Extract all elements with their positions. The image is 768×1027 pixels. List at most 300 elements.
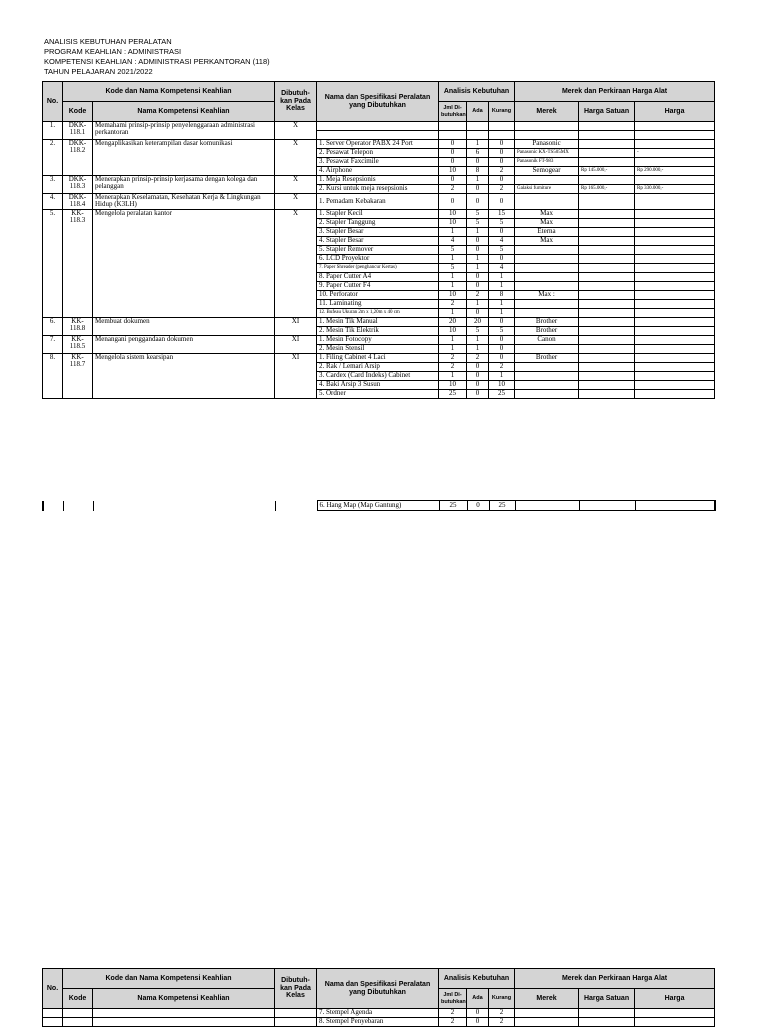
item-harga xyxy=(635,317,715,326)
group-kode: DKK-118.4 xyxy=(63,194,93,210)
item-harga-satuan xyxy=(579,158,635,167)
group-kelas: XI xyxy=(275,317,317,335)
item-kurang: 0 xyxy=(489,140,515,149)
group-nama xyxy=(93,1009,275,1018)
item-merek: Max xyxy=(515,236,579,245)
item-kurang: 0 xyxy=(489,353,515,362)
item-merek xyxy=(515,254,579,263)
item-kurang: 1 xyxy=(489,308,515,317)
item-harga-satuan xyxy=(579,227,635,236)
group-kelas xyxy=(275,1018,317,1027)
item-jml: 5 xyxy=(439,245,467,254)
item-jml: 10 xyxy=(439,167,467,176)
item-harga-satuan xyxy=(579,326,635,335)
item-harga xyxy=(635,209,715,218)
item-merek xyxy=(515,122,579,131)
equipment-table xyxy=(42,81,715,399)
item-harga-satuan xyxy=(579,194,635,210)
item-harga-satuan xyxy=(579,176,635,185)
header-jml: Jml Di-butuhkan xyxy=(439,989,467,1009)
item-jml: 25 xyxy=(439,389,467,398)
item-ada: 0 xyxy=(467,194,489,210)
item-merek xyxy=(515,371,579,380)
item-merek: Brother xyxy=(515,326,579,335)
item-harga: - xyxy=(635,149,715,158)
item-jml: 10 xyxy=(439,380,467,389)
header-ada: Ada xyxy=(467,989,489,1009)
header-kurang: Kurang xyxy=(489,989,515,1009)
item-jml xyxy=(439,131,467,140)
group-kode xyxy=(63,1018,93,1027)
header-dibutuhkan: Dibutuh-kan Pada Kelas xyxy=(275,82,317,122)
item-name: 10. Perforator xyxy=(317,290,439,299)
table-row xyxy=(43,194,715,210)
group-nama: Mengaplikasikan keterampilan dasar komunikasi xyxy=(93,140,275,176)
item-jml: 1 xyxy=(439,227,467,236)
header-harga: Harga xyxy=(635,102,715,122)
item-merek xyxy=(515,281,579,290)
item-jml: 2 xyxy=(439,185,467,194)
document-title: ANALISIS KEBUTUHAN PERALATAN xyxy=(44,37,172,46)
item-merek xyxy=(515,299,579,308)
item-harga-satuan xyxy=(579,353,635,362)
item-merek: Brother xyxy=(515,317,579,326)
group-nama: Membuat dokumen xyxy=(93,317,275,335)
group-no: 6. xyxy=(43,317,63,335)
header-merek-group: Merek dan Perkiraan Harga Alat xyxy=(515,82,715,102)
item-harga-satuan xyxy=(579,371,635,380)
item-kurang: 1 xyxy=(489,272,515,281)
item-kurang xyxy=(489,131,515,140)
item-merek: Panasonic xyxy=(515,140,579,149)
item-harga-satuan xyxy=(579,281,635,290)
item-kurang: 1 xyxy=(489,299,515,308)
item-harga-satuan xyxy=(579,236,635,245)
table-row xyxy=(43,353,715,362)
table-row xyxy=(43,501,715,511)
header-no: No. xyxy=(43,969,63,1009)
item-harga xyxy=(635,236,715,245)
header-nama-spesifikasi: Nama dan Spesifikasi Peralatan yang Dibutuhkan xyxy=(317,82,439,122)
item-harga xyxy=(635,218,715,227)
item-harga xyxy=(635,176,715,185)
item-merek: Max : xyxy=(515,290,579,299)
item-kurang: 1 xyxy=(489,371,515,380)
item-harga-satuan xyxy=(579,272,635,281)
group-nama xyxy=(93,1018,275,1027)
header-merek: Merek xyxy=(515,102,579,122)
item-ada: 2 xyxy=(467,290,489,299)
item-jml: 25 xyxy=(439,501,467,511)
item-ada: 0 xyxy=(467,501,489,511)
item-name: 4. Stapler Besar xyxy=(317,236,439,245)
item-harga xyxy=(635,1018,715,1027)
item-jml: 2 xyxy=(439,362,467,371)
group-no: 4. xyxy=(43,194,63,210)
item-harga-satuan xyxy=(579,149,635,158)
group-no: 2. xyxy=(43,140,63,176)
header-nama-kompetensi: Nama Kompetensi Keahlian xyxy=(93,102,275,122)
header-nama-kompetensi: Nama Kompetensi Keahlian xyxy=(93,989,275,1009)
item-merek: Max xyxy=(515,218,579,227)
item-jml: 1 xyxy=(439,335,467,344)
group-kelas: X xyxy=(275,122,317,140)
item-merek xyxy=(515,1009,579,1018)
group-nama: Mengelola sistem kearsipan xyxy=(93,353,275,398)
group-no: 7. xyxy=(43,335,63,353)
item-ada xyxy=(467,122,489,131)
item-harga-satuan xyxy=(579,362,635,371)
item-merek xyxy=(515,362,579,371)
item-merek xyxy=(515,245,579,254)
item-kurang: 0 xyxy=(489,149,515,158)
item-name: 4. Baki Arsip 3 Susun xyxy=(317,380,439,389)
item-harga xyxy=(635,272,715,281)
group-kelas: X xyxy=(275,176,317,194)
item-harga xyxy=(635,371,715,380)
page2-table xyxy=(42,968,715,1027)
item-name: 2. Pesawat Telepon xyxy=(317,149,439,158)
header-ada: Ada xyxy=(467,102,489,122)
item-name: 1. Mesin Tik Manual xyxy=(317,317,439,326)
item-ada: 20 xyxy=(467,317,489,326)
item-name: 9. Paper Cutter F4 xyxy=(317,281,439,290)
item-kurang: 0 xyxy=(489,227,515,236)
table-row xyxy=(43,1018,715,1027)
item-ada: 2 xyxy=(467,353,489,362)
kompetensi-keahlian: KOMPETENSI KEAHLIAN : ADMINISTRASI PERKANTORAN (118) xyxy=(44,57,270,66)
item-harga xyxy=(635,158,715,167)
item-jml: 4 xyxy=(439,236,467,245)
item-ada: 0 xyxy=(467,185,489,194)
item-jml: 2 xyxy=(439,299,467,308)
item-ada: 0 xyxy=(467,308,489,317)
item-merek xyxy=(515,263,579,272)
item-name: 1. Pemadam Kebakaran xyxy=(317,194,439,210)
item-harga xyxy=(635,131,715,140)
item-jml: 5 xyxy=(439,263,467,272)
item-kurang: 0 xyxy=(489,194,515,210)
item-harga-satuan xyxy=(579,122,635,131)
item-ada: 0 xyxy=(467,389,489,398)
item-ada: 1 xyxy=(467,254,489,263)
item-jml: 10 xyxy=(439,209,467,218)
header-kode: Kode xyxy=(63,989,93,1009)
item-harga xyxy=(635,140,715,149)
header-no: No. xyxy=(43,82,63,122)
table-row xyxy=(43,209,715,218)
item-name: 12. Bufeau Ukuran 2m x 1,20m x 40 cm xyxy=(317,308,439,317)
item-ada: 0 xyxy=(467,1018,489,1027)
item-harga xyxy=(635,194,715,210)
group-nama: Mengelola peralatan kantor xyxy=(93,209,275,317)
item-ada: 5 xyxy=(467,326,489,335)
tahun-pelajaran: TAHUN PELAJARAN 2021/2022 xyxy=(44,67,153,76)
item-name: 1. Meja Resepsionis xyxy=(317,176,439,185)
group-kode: DKK-118.3 xyxy=(63,176,93,194)
item-harga xyxy=(635,281,715,290)
group-kode: DKK-118.2 xyxy=(63,140,93,176)
item-jml: 1 xyxy=(439,281,467,290)
item-harga-satuan xyxy=(579,317,635,326)
item-harga xyxy=(635,299,715,308)
header-dibutuhkan: Dibutuh-kan Pada Kelas xyxy=(275,969,317,1009)
item-harga-satuan: Rp 145.000,- xyxy=(579,167,635,176)
item-name: 11. Laminating xyxy=(317,299,439,308)
item-kurang: 2 xyxy=(489,362,515,371)
item-ada: 0 xyxy=(467,245,489,254)
item-merek xyxy=(515,272,579,281)
item-merek xyxy=(515,344,579,353)
item-kurang: 4 xyxy=(489,263,515,272)
item-name: 6. LCD Proyektor xyxy=(317,254,439,263)
group-no xyxy=(43,1018,63,1027)
item-harga xyxy=(635,362,715,371)
item-jml: 0 xyxy=(439,158,467,167)
item-name xyxy=(317,122,439,131)
item-ada: 8 xyxy=(467,167,489,176)
item-merek xyxy=(515,176,579,185)
group-kelas: X xyxy=(275,194,317,210)
item-kurang: 15 xyxy=(489,209,515,218)
item-kurang: 5 xyxy=(489,326,515,335)
item-ada: 1 xyxy=(467,263,489,272)
item-kurang: 5 xyxy=(489,218,515,227)
item-kurang: 2 xyxy=(489,185,515,194)
item-name: 8. Stempel Penyebaran xyxy=(317,1018,439,1027)
item-harga xyxy=(635,344,715,353)
item-jml: 0 xyxy=(439,140,467,149)
item-name: 6. Hang Map (Map Gantung) xyxy=(317,501,439,511)
item-name: 8. Paper Cutter A4 xyxy=(317,272,439,281)
item-ada: 0 xyxy=(467,272,489,281)
item-harga: Rp 330.000,- xyxy=(635,185,715,194)
item-name: 2. Mesin Stensil xyxy=(317,344,439,353)
item-harga-satuan xyxy=(579,380,635,389)
item-merek: Galaksi furniture xyxy=(515,185,579,194)
item-name: 2. Stapler Tanggung xyxy=(317,218,439,227)
table-row xyxy=(43,317,715,326)
header-jml: Jml Di-butuhkan xyxy=(439,102,467,122)
header-harga-satuan: Harga Satuan xyxy=(579,102,635,122)
item-harga-satuan xyxy=(579,299,635,308)
item-kurang: 2 xyxy=(489,167,515,176)
item-ada: 0 xyxy=(467,371,489,380)
item-jml: 1 xyxy=(439,272,467,281)
item-merek xyxy=(515,380,579,389)
item-ada: 0 xyxy=(467,236,489,245)
item-ada: 1 xyxy=(467,140,489,149)
item-harga xyxy=(635,263,715,272)
item-harga-satuan xyxy=(579,290,635,299)
item-harga xyxy=(635,380,715,389)
item-name: 1. Filing Cabinet 4 Laci xyxy=(317,353,439,362)
item-jml: 2 xyxy=(439,1018,467,1027)
table-row xyxy=(43,1009,715,1018)
item-harga xyxy=(635,245,715,254)
item-harga xyxy=(635,122,715,131)
item-ada: 1 xyxy=(467,176,489,185)
item-merek: Eterna xyxy=(515,227,579,236)
item-name: 5. Stapler Remover xyxy=(317,245,439,254)
item-jml: 10 xyxy=(439,326,467,335)
item-merek: Max xyxy=(515,209,579,218)
item-harga xyxy=(635,1009,715,1018)
item-name: 2. Mesin Tik Elektrik xyxy=(317,326,439,335)
item-ada: 6 xyxy=(467,149,489,158)
item-ada: 1 xyxy=(467,344,489,353)
group-no: 8. xyxy=(43,353,63,398)
header-kode: Kode xyxy=(63,102,93,122)
item-kurang: 10 xyxy=(489,380,515,389)
item-ada: 1 xyxy=(467,299,489,308)
group-no: 1. xyxy=(43,122,63,140)
group-nama: Menangani penggandaan dokumen xyxy=(93,335,275,353)
group-kode: KK-118.5 xyxy=(63,335,93,353)
item-merek xyxy=(515,194,579,210)
header-merek-group: Merek dan Perkiraan Harga Alat xyxy=(515,969,715,989)
item-name: 3. Pesawat Faxcimile xyxy=(317,158,439,167)
item-jml: 1 xyxy=(439,254,467,263)
item-kurang: 25 xyxy=(489,501,515,511)
item-name: 1. Mesin Fotocopy xyxy=(317,335,439,344)
item-jml: 0 xyxy=(439,176,467,185)
group-no: 5. xyxy=(43,209,63,317)
item-merek xyxy=(515,1018,579,1027)
header-kode-group: Kode dan Nama Kompetensi Keahlian xyxy=(63,969,275,989)
item-kurang: 0 xyxy=(489,158,515,167)
item-harga-satuan xyxy=(579,308,635,317)
item-name: 1. Server Operator PABX 24 Port xyxy=(317,140,439,149)
item-harga-satuan xyxy=(579,1018,635,1027)
group-nama: Menerapkan prinsip-prinsip kerjasama dengan kolega dan pelanggan xyxy=(93,176,275,194)
item-merek: Canon xyxy=(515,335,579,344)
item-ada xyxy=(467,131,489,140)
item-kurang: 2 xyxy=(489,1009,515,1018)
group-kelas: XI xyxy=(275,353,317,398)
item-merek: Panasonic KX-TS505MX xyxy=(515,149,579,158)
continuation-table xyxy=(42,500,716,511)
table-row xyxy=(43,140,715,149)
item-ada: 5 xyxy=(467,218,489,227)
item-harga-satuan xyxy=(579,140,635,149)
header-kurang: Kurang xyxy=(489,102,515,122)
item-harga-satuan xyxy=(579,389,635,398)
item-ada: 0 xyxy=(467,281,489,290)
item-harga: Rp 290.000,- xyxy=(635,167,715,176)
header-harga-satuan: Harga Satuan xyxy=(579,989,635,1009)
item-kurang: 2 xyxy=(489,1018,515,1027)
group-kode: KK-118.3 xyxy=(63,209,93,317)
table-row xyxy=(43,176,715,185)
group-kode: KK-118.7 xyxy=(63,353,93,398)
item-harga xyxy=(635,353,715,362)
item-name: 3. Cardex (Card Indeks) Cabinet xyxy=(317,371,439,380)
item-ada: 5 xyxy=(467,209,489,218)
header-harga: Harga xyxy=(635,989,715,1009)
item-merek xyxy=(515,389,579,398)
item-harga-satuan xyxy=(579,254,635,263)
item-name: 1. Stapler Kecil xyxy=(317,209,439,218)
item-harga-satuan xyxy=(579,131,635,140)
item-ada: 1 xyxy=(467,227,489,236)
item-harga-satuan xyxy=(579,218,635,227)
item-ada: 1 xyxy=(467,335,489,344)
item-jml: 0 xyxy=(439,149,467,158)
item-harga xyxy=(635,308,715,317)
item-name: 2. Rak / Lemari Arsip xyxy=(317,362,439,371)
item-jml: 2 xyxy=(439,353,467,362)
item-merek xyxy=(515,308,579,317)
item-jml: 1 xyxy=(439,371,467,380)
item-merek: Brother xyxy=(515,353,579,362)
item-harga-satuan xyxy=(579,263,635,272)
item-harga xyxy=(635,326,715,335)
item-harga-satuan xyxy=(579,209,635,218)
item-jml: 20 xyxy=(439,317,467,326)
item-name: 4. Airphone xyxy=(317,167,439,176)
group-kode xyxy=(63,1009,93,1018)
table-row xyxy=(43,335,715,344)
group-nama: Menerapkan Keselamatan, Kesehatan Kerja & Lingkungan Hidup (K3LH) xyxy=(93,194,275,210)
item-ada: 0 xyxy=(467,1009,489,1018)
item-kurang: 8 xyxy=(489,290,515,299)
item-name: 3. Stapler Besar xyxy=(317,227,439,236)
item-harga xyxy=(635,290,715,299)
item-ada: 0 xyxy=(467,158,489,167)
group-kode: KK-118.8 xyxy=(63,317,93,335)
item-harga xyxy=(635,335,715,344)
header-merek: Merek xyxy=(515,989,579,1009)
item-kurang: 1 xyxy=(489,281,515,290)
item-name: 2. Kursi untuk meja resepsionis xyxy=(317,185,439,194)
item-kurang: 25 xyxy=(489,389,515,398)
group-no xyxy=(43,1009,63,1018)
item-name: 7. Paper Shreader (penghancur Kertas) xyxy=(317,263,439,272)
program-keahlian: PROGRAM KEAHLIAN : ADMINISTRASI xyxy=(44,47,182,56)
item-kurang: 0 xyxy=(489,254,515,263)
item-harga xyxy=(635,254,715,263)
item-harga-satuan xyxy=(579,335,635,344)
group-kelas xyxy=(275,1009,317,1018)
item-harga-satuan: Rp 165.000,- xyxy=(579,185,635,194)
item-kurang: 0 xyxy=(489,176,515,185)
item-kurang xyxy=(489,122,515,131)
item-kurang: 0 xyxy=(489,344,515,353)
item-harga-satuan xyxy=(579,344,635,353)
header-nama-spesifikasi: Nama dan Spesifikasi Peralatan yang Dibutuhkan xyxy=(317,969,439,1009)
item-merek: Panasonik FT-983 xyxy=(515,158,579,167)
group-kode: DKK-118.1 xyxy=(63,122,93,140)
item-harga-satuan xyxy=(579,1009,635,1018)
item-jml: 10 xyxy=(439,290,467,299)
item-merek xyxy=(515,131,579,140)
item-jml: 1 xyxy=(439,344,467,353)
item-jml: 10 xyxy=(439,218,467,227)
item-ada: 0 xyxy=(467,380,489,389)
item-jml: 1 xyxy=(439,308,467,317)
item-kurang: 4 xyxy=(489,236,515,245)
item-harga xyxy=(635,389,715,398)
group-kelas: X xyxy=(275,209,317,317)
header-kode-group: Kode dan Nama Kompetensi Keahlian xyxy=(63,82,275,102)
group-kelas: XI xyxy=(275,335,317,353)
table-row xyxy=(43,122,715,131)
item-name: 5. Ordner xyxy=(317,389,439,398)
header-analisis: Analisis Kebutuhan xyxy=(439,82,515,102)
item-harga xyxy=(635,227,715,236)
item-harga-satuan xyxy=(579,245,635,254)
